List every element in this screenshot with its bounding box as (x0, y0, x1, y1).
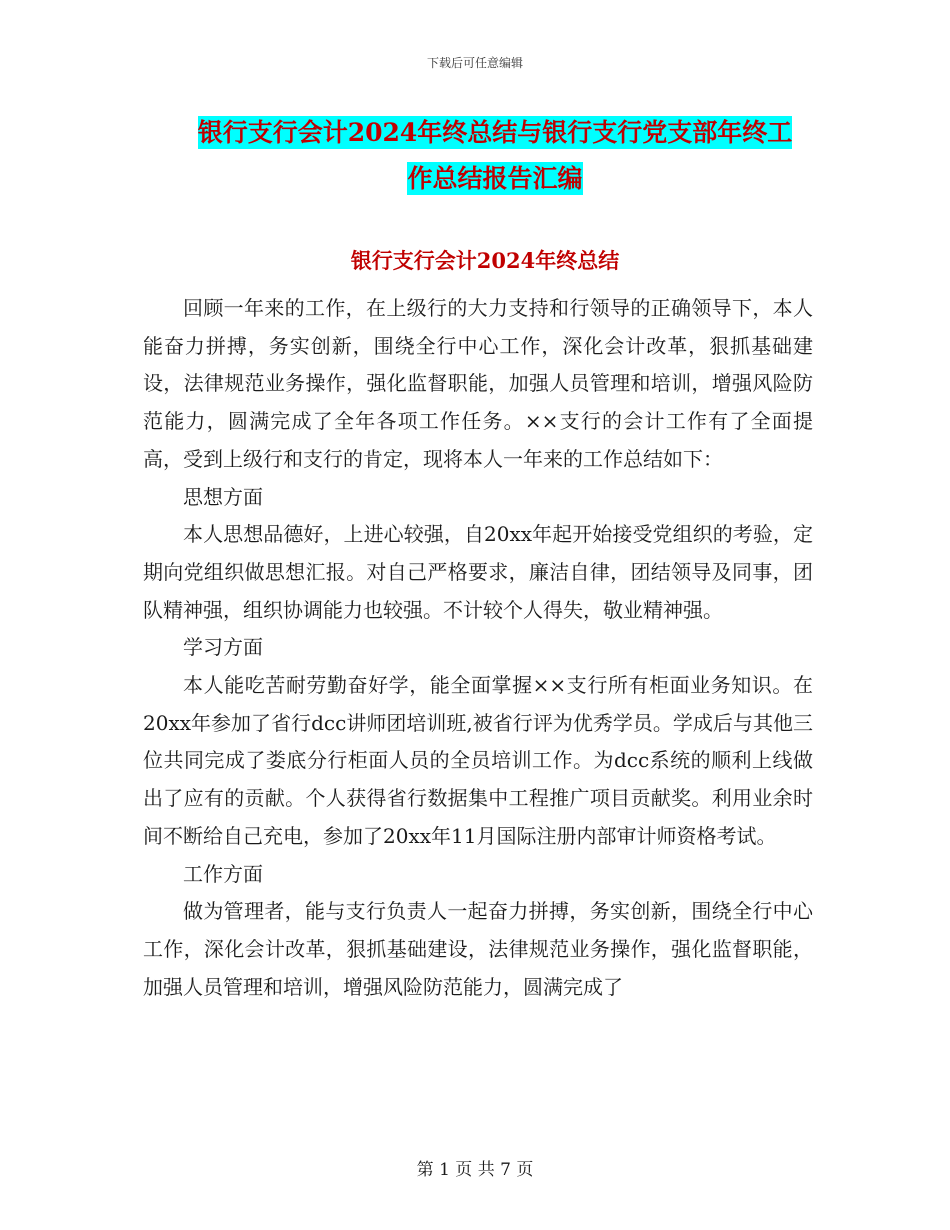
heading-thought: 思想方面 (183, 484, 263, 509)
section-title: 银行支行会计2024年终总结 (350, 248, 620, 273)
document-title-line-1: 银行支行会计2024年终总结与银行支行党支部年终工 (197, 118, 793, 147)
thought-paragraph: 本人思想品德好，上进心较强，自20xx年起开始接受党组织的考验，定期向党组织做思想汇报。对自己严格要求，廉洁自律，团结领导及同事，团队精神强，组织协调能力也较强。不计较个人得失，敬业精神强。 (143, 522, 813, 622)
heading-work: 工作方面 (183, 861, 263, 886)
work-paragraph: 做为管理者，能与支行负责人一起奋力拼搏，务实创新，围绕全行中心工作，深化会计改革，狠抓基础建设，法律规范业务操作，强化监督职能，加强人员管理和培训，增强风险防范能力，圆满完成了 (143, 899, 813, 999)
document-body (143, 290, 813, 1006)
intro-paragraph: 回顾一年来的工作，在上级行的大力支持和行领导的正确领导下，本人能奋力拼搏，务实创新，围绕全行中心工作，深化会计改革，狠抓基础建设，法律规范业务操作，强化监督职能，加强人员管理和培训，增强风险防范能力，圆满完成了全年各项工作任务。××支行的会计工作有了全面提高，受到上级行和支行的肯定，现将本人一年来的工作总结如下： (143, 296, 813, 471)
study-paragraph: 本人能吃苦耐劳勤奋好学，能全面掌握××支行所有柜面业务知识。在20xx年参加了省行dcc讲师团培训班,被省行评为优秀学员。学成后与其他三位共同完成了娄底分行柜面人员的全员培训工作。为dcc系统的顺利上线做出了应有的贡献。个人获得省行数据集中工程推广项目贡献奖。利用业余时间不断给自己充电，参加了20xx年11月国际注册内部审计师资格考试。 (143, 673, 813, 848)
heading-study: 学习方面 (183, 635, 263, 660)
document-title-line-2: 作总结报告汇编 (407, 164, 583, 193)
page-footer: 第 1 页 共 7 页 (416, 1160, 534, 1180)
document-title (140, 110, 850, 202)
header-note: 下载后可任意编辑 (426, 56, 523, 70)
